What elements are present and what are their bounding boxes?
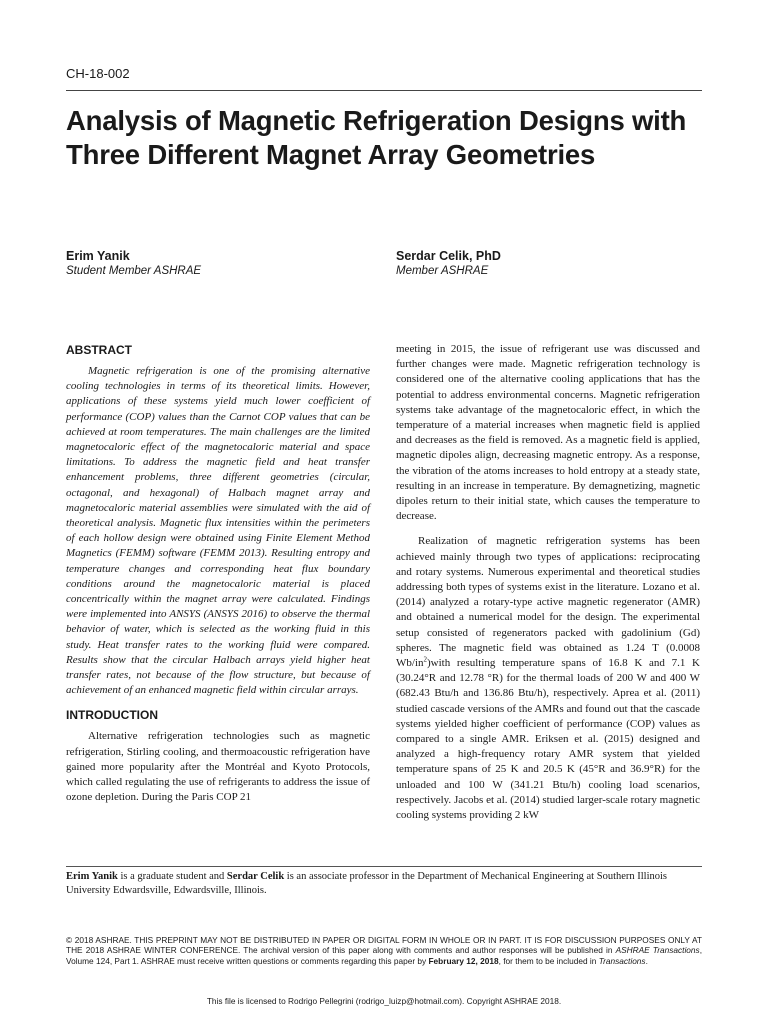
- paragraph-text: )with resulting temperature spans of 16.8 K and 7.1 K (30.24°R and 12.78 °R) for the thermal loads of 200 W and 400 W (682.43 Btu/h and 136.86 Btu/h), respectively. Aprea et al. (2011) studied cascade versions of the AMRs and found out that the cascade systems yielded higher coefficient of performance (COP) values as compared to a single AMR. Eriksen et al. (2015) designed and analyzed a high-frequency rotary AMR system that yielded temperature spans of 25 K and 20.5 K (45°R and 36.9°R) for the unloaded and 100 W (341.21 Btu/h) cooling load scenarios, respectively. Jacobs et al. (2014) studied larger-scale rotary magnetic cooling systems providing 2 kW: [396, 657, 700, 822]
- license-line: This file is licensed to Rodrigo Pellegrini (rodrigo_luizp@hotmail.com). Copyright ASHRAE 2018.: [206, 996, 562, 1006]
- footnote-author: Serdar Celik: [226, 871, 285, 882]
- body-paragraph: meeting in 2015, the issue of refrigerant use was discussed and further changes were made. Magnetic refrigeration technology is considered one of the alternative cooling applications that has the potential to address environmental concerns. Magnetic refrigeration systems take advantage of the magnetocaloric effect, in which the temperature of a material increases when magnetic field is applied and decreases as the field is removed. As a magnetic field is applied, magnetic dipoles align, decreasing magnetic entropy. As a response, the vibration of the atoms increases to hold entropy at a steady state, resulting in an increase in temperature. By demagnetizing, magnetic dipoles return to their initial state, which causes the temperature to decrease.: [396, 343, 700, 523]
- copyright-notice: [66, 935, 702, 966]
- author-block-1: [66, 249, 201, 277]
- author-name: Erim Yanik: [66, 249, 130, 263]
- author-name: Serdar Celik, PhD: [396, 249, 501, 263]
- author-block-2: [396, 249, 501, 277]
- copyright-italic: Transactions: [598, 955, 646, 966]
- author-role: Student Member ASHRAE: [66, 265, 202, 277]
- left-column: [66, 342, 370, 805]
- author-role: Member ASHRAE: [396, 265, 489, 277]
- document-id: CH-18-002: [66, 66, 130, 81]
- copyright-date: February 12, 2018: [428, 955, 499, 966]
- copyright-text: , Volume 124, Part 1. ASHRAE must receive written questions or comments regarding this paper by: [66, 945, 702, 966]
- footnote-author: Erim Yanik: [66, 871, 118, 882]
- abstract-text: Magnetic refrigeration is one of the promising alternative cooling technologies in terms of its theoretical limits. However, applications of these systems yield much lower coefficient of performance (COP) values than the Carnot COP values that can be achieved at room temperatures. The main challenges are the limited magnetocaloric effect of the magnetocaloric material and space limitations. To address the magnetic field and heat transfer enhancement problems, three different geometries (circular, octagonal, and hexagonal) of Halbach magnet array and magnetocaloric material assemblies were simulated with the aid of theoretical analysis. Magnetic flux intensities within the perimeters of each hollow design were obtained using Finite Element Method Magnetics (FEMM) software (FEMM 2013). Resulting entropy and temperature changes and corresponding heat flux boundary conditions around the magnetocaloric material is placed concentrically within the magnet array were calculated. Findings were implemented into ANSYS (ANSYS 2016) to observe the thermal behavior of water, which is selected as the working fluid in this study. Heat transfer rates to the working fluid were compared. Results show that the circular Halbach arrays yield higher heat transfer rates, not because of the flow structure, but because of achievement of an enhanced magnetic field within circular arrays.: [66, 365, 370, 697]
- body-paragraph: [396, 534, 700, 823]
- footnote-text: is a graduate student and: [117, 871, 227, 882]
- copyright-text: © 2018 ASHRAE. THIS PREPRINT MAY NOT BE DISTRIBUTED IN PAPER OR DIGITAL FORM IN WHOLE OR IN PART. IT IS FOR DISCUSSION PURPOSES ONLY AT THE 2018 ASHRAE WINTER CONFERENCE. The archival version of this paper along with comments and author responses will be published in: [66, 935, 702, 956]
- footnote-text: is an associate professor in the Department of Mechanical Engineering at Southern Illinois University Edwardsville, Edwardsville, Illinois.: [66, 871, 668, 896]
- footnote-rule: [66, 866, 702, 867]
- header-rule: [66, 90, 702, 91]
- copyright-italic: ASHRAE Transactions: [615, 945, 700, 956]
- paragraph-text: Realization of magnetic refrigeration systems has been achieved mainly through two types of applications: reciprocating and rotary systems. Numerous experimental and theoretical studies addressing both types of systems exist in the literature. Lozano et al. (2014) analyzed a rotary-type active magnetic regenerator (AMR) and obtained a numerical model for the design. The experimental setup consisted of regenerators packed with gadolinium (Gd) spheres. The magnetic field was obtained as 1.24 T (0.0008 Wb/in: [396, 535, 700, 670]
- introduction-paragraph: Alternative refrigeration technologies such as magnetic refrigeration, Stirling cooling, and thermoacoustic refrigeration have gained more popularity after the Montréal and Kyoto Protocols, which called regulating the use of refrigerants to address the issue of ozone depletion. During the Paris COP 21: [66, 730, 370, 804]
- introduction-heading: INTRODUCTION: [66, 708, 158, 723]
- copyright-text: .: [645, 955, 648, 966]
- author-footnote: [66, 870, 702, 898]
- right-column: [396, 342, 700, 823]
- paper-title: Analysis of Magnetic Refrigeration Designs with Three Different Magnet Array Geometries: [66, 105, 687, 170]
- abstract-heading: ABSTRACT: [66, 343, 132, 357]
- copyright-text: , for them to be included in: [498, 955, 599, 966]
- superscript: 2: [423, 655, 427, 664]
